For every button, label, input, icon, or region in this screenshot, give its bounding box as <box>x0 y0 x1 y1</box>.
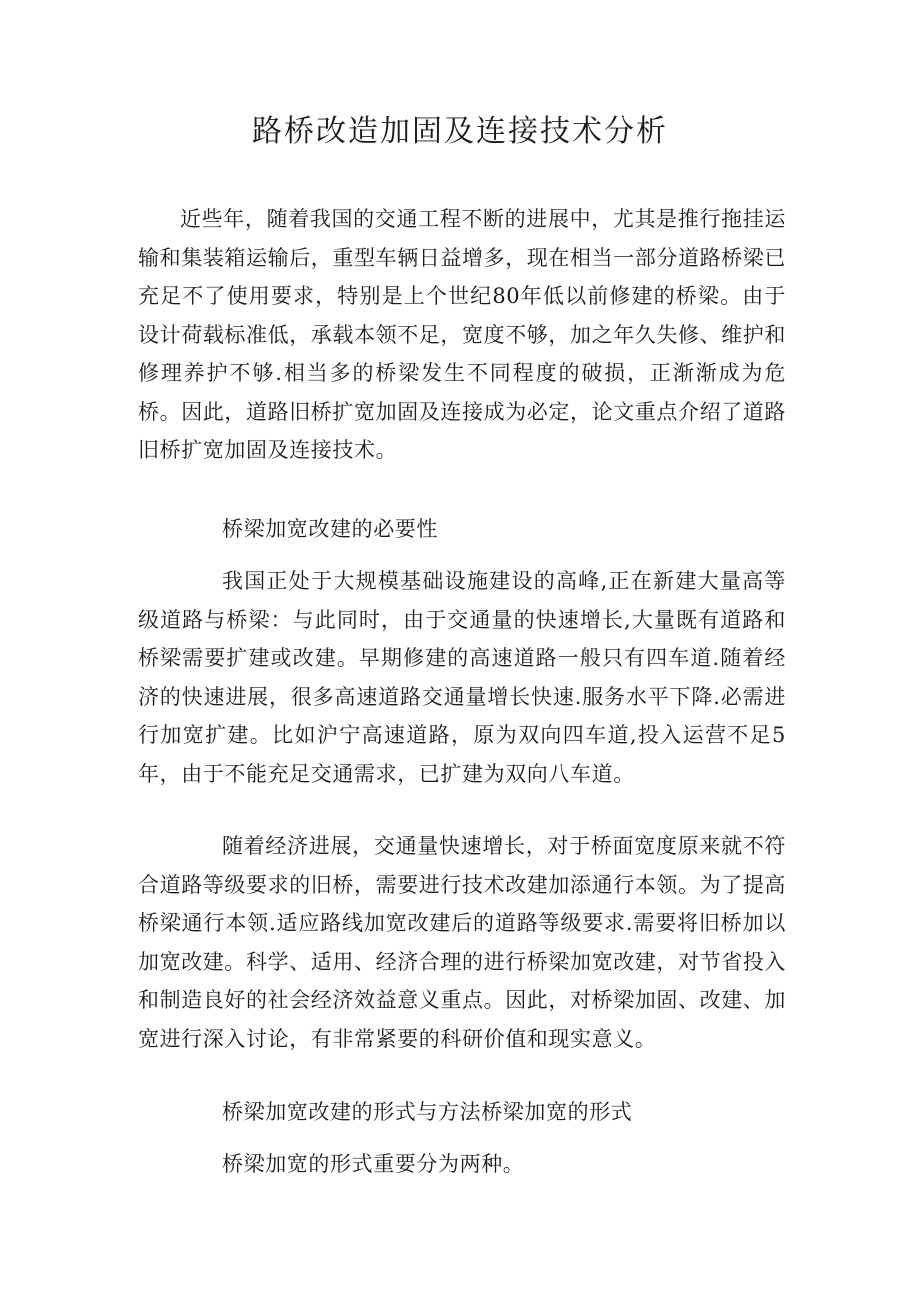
paragraph-necessity-1: 我国正处于大规模基础设施建设的高峰,正在新建大量高等级道路与桥梁：与此同时，由于交通量的快速增长,大量既有道路和桥梁需要扩建或改建。早期修建的高速道路一般只有四车道.随着经济的快速进展，很多高速道路交通量增长快速.服务水平下降.必需进行加宽扩建。比如沪宁高速道路，原为双向四车道,投入运营不足5年，由于不能充足交通需求，已扩建为双向八车道。 <box>138 569 786 786</box>
paragraph-necessity-2: 随着经济进展，交通量快速增长，对于桥面宽度原来就不符合道路等级要求的旧桥，需要进行技术改建加添通行本领。为了提高桥梁通行本领.适应路线加宽改建后的道路等级要求.需要将旧桥加以加宽改建。科学、适用、经济合理的进行桥梁加宽改建，对节省投入和制造良好的社会经济效益意义重点。因此，对桥梁加固、改建、加宽进行深入讨论，有非常紧要的科研价值和现实意义。 <box>138 834 786 1051</box>
section-heading-forms: 桥梁加宽改建的形式与方法桥梁加宽的形式 <box>222 1100 633 1124</box>
paragraph-intro: 近些年，随着我国的交通工程不断的进展中，尤其是推行拖挂运输和集装箱运输后，重型车辆日益增多，现在相当一部分道路桥梁已充足不了使用要求，特别是上个世纪80年低以前修建的桥梁。由于设计荷载标准低，承载本领不足，宽度不够，加之年久失修、维护和修理养护不够.相当多的桥梁发生不同程度的破损，正渐渐成为危桥。因此，道路旧桥扩宽加固及连接成为必定，论文重点介绍了道路旧桥扩宽加固及连接技术。 <box>138 207 786 462</box>
section-heading-necessity: 桥梁加宽改建的必要性 <box>222 517 438 541</box>
document-title: 路桥改造加固及连接技术分析 <box>252 114 668 149</box>
paragraph-forms: 桥梁加宽的形式重要分为两种。 <box>222 1152 525 1176</box>
